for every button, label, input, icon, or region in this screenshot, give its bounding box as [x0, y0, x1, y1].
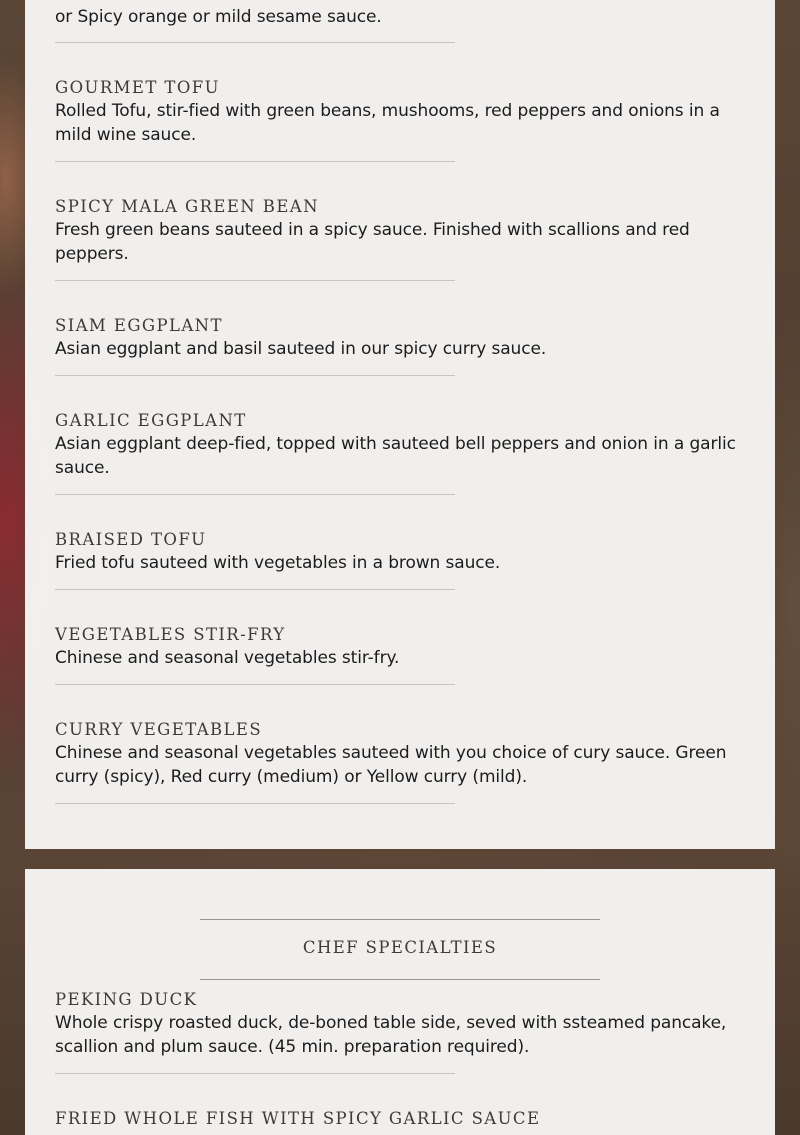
menu-panel-vegetables: [25, 0, 775, 849]
item-divider: [55, 494, 455, 495]
item-divider: [55, 161, 455, 162]
menu-item-title: BRAISED TOFU: [55, 530, 207, 549]
section-title: CHEF SPECIALTIES: [302, 938, 498, 957]
section-rule-top: [200, 919, 600, 920]
menu-item-peking-duck: [55, 989, 745, 1059]
menu-item-title: VEGETABLES STIR-FRY: [55, 625, 286, 644]
menu-item-description: Asian eggplant and basil sauteed in our spicy curry sauce.: [55, 339, 547, 359]
menu-item-fried-whole-fish: [55, 1108, 745, 1130]
menu-item-description: Rolled Tofu, stir-fied with green beans, mushooms, red peppers and onions in a mild wine sauce.: [55, 101, 720, 145]
menu-panel-chef-specialties: [25, 869, 775, 1135]
menu-item-title: PEKING DUCK: [55, 990, 198, 1009]
menu-item-description: Asian eggplant deep-fied, topped with sauteed bell peppers and onion in a garlic sauce.: [55, 434, 736, 478]
menu-item-vegetables-stir-fry: [55, 624, 745, 670]
menu-item-description: Fresh green beans sauteed in a spicy sauce. Finished with scallions and red peppers.: [55, 220, 690, 264]
menu-item-spicy-mala-green-bean: [55, 196, 745, 266]
menu-item-title: GARLIC EGGPLANT: [55, 411, 247, 430]
menu-item-description: Chinese and seasonal vegetables stir-fry.: [55, 648, 400, 668]
item-divider: [55, 375, 455, 376]
menu-item-description: Whole crispy roasted duck, de-boned table side, seved with ssteamed pancake, scallion and plum sauce. (45 min. preparation required).: [55, 1013, 727, 1057]
menu-item-continued: [55, 5, 745, 29]
item-divider: [55, 803, 455, 804]
item-divider: [55, 280, 455, 281]
item-divider: [55, 1073, 455, 1074]
menu-item-garlic-eggplant: [55, 410, 745, 480]
menu-item-description: Fried tofu sauteed with vegetables in a brown sauce.: [55, 553, 501, 573]
section-rule-bottom: [200, 979, 600, 980]
menu-item-siam-eggplant: [55, 315, 745, 361]
item-divider: [55, 42, 455, 43]
menu-item-description: Chinese and seasonal vegetables sauteed with you choice of cury sauce. Green curry (spicy), Red curry (medium) or Yellow curry (mild).: [55, 743, 727, 787]
menu-item-description: or Spicy orange or mild sesame sauce.: [55, 7, 382, 27]
menu-item-title: SPICY MALA GREEN BEAN: [55, 197, 319, 216]
menu-item-title: FRIED WHOLE FISH WITH SPICY GARLIC SAUCE: [55, 1109, 541, 1128]
menu-item-braised-tofu: [55, 529, 745, 575]
menu-item-title: SIAM EGGPLANT: [55, 316, 223, 335]
menu-item-title: CURRY VEGETABLES: [55, 720, 263, 739]
menu-item-title: GOURMET TOFU: [55, 78, 220, 97]
menu-item-gourmet-tofu: [55, 77, 745, 147]
item-divider: [55, 589, 455, 590]
menu-item-curry-vegetables: [55, 719, 745, 789]
item-divider: [55, 684, 455, 685]
